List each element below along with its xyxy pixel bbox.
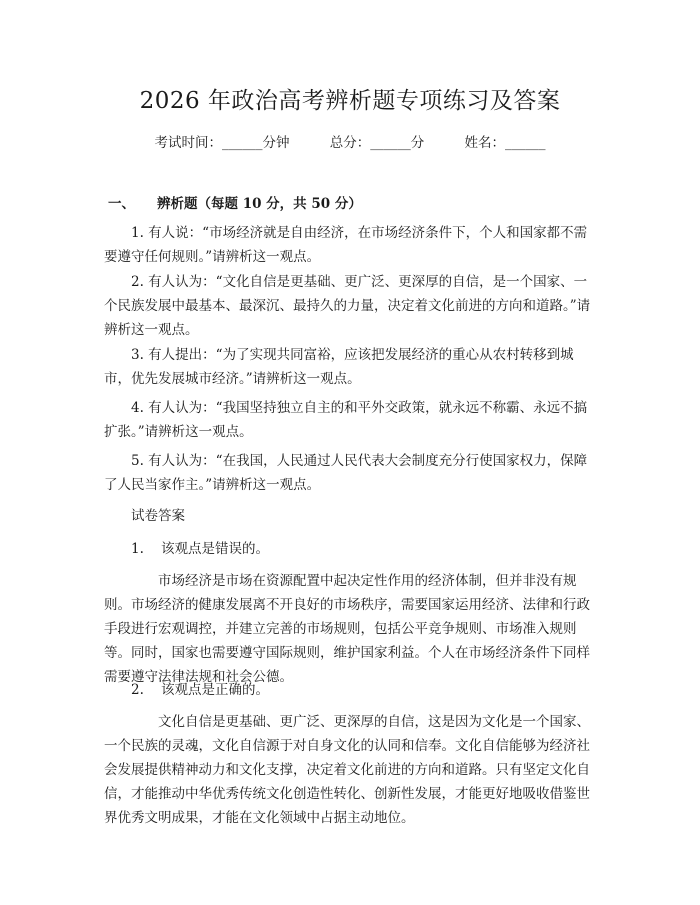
answer-1-block bbox=[104, 537, 600, 561]
answers-heading: 试卷答案 bbox=[131, 508, 185, 524]
answer-1-explanation-block bbox=[104, 569, 600, 689]
question-list bbox=[104, 221, 600, 269]
question-block-5 bbox=[104, 449, 600, 497]
answer-2-verdict-text: 该观点是正确的。 bbox=[161, 682, 269, 698]
question-4: 4. 有人认为：“我国坚持独立自主的和平外交政策，就永远不称霸、永远不搞扩张。”请辨析这一观点。 bbox=[104, 400, 588, 440]
total-score-field: 总分：______分 bbox=[329, 135, 425, 151]
answer-2-number: 2. bbox=[131, 682, 144, 698]
answer-2-block bbox=[104, 678, 600, 702]
question-3: 3. 有人提出：“为了实现共同富裕，应该把发展经济的重心从农村转移到城市，优先发展城市经济。”请辨析这一观点。 bbox=[104, 347, 574, 387]
answer-2-explanation-block bbox=[104, 710, 600, 830]
answer-2-explanation: 文化自信是更基础、更广泛、更深厚的自信，这是因为文化是一个国家、一个民族的灵魂，文化自信源于对自身文化的认同和信奉。文化自信能够为经济社会发展提供精神动力和文化支撑，决定着文化前进的方向和道路。只有坚定文化自信，才能推动中华优秀传统文化创造性转化、创新性发展，才能更好地吸收借鉴世界优秀文明成果，才能在文化领域中占据主动地位。 bbox=[104, 714, 590, 826]
section-heading bbox=[108, 192, 362, 212]
answer-1-number: 1. bbox=[131, 541, 144, 557]
answer-1-verdict-text: 该观点是错误的。 bbox=[161, 541, 269, 557]
question-block-4 bbox=[104, 396, 600, 444]
question-2: 2. 有人认为：“文化自信是更基础、更广泛、更深厚的自信，是一个国家、一个民族发展中最基本、最深沉、最持久的力量，决定着文化前进的方向和道路。”请辨析这一观点。 bbox=[104, 274, 591, 338]
answers-heading-block bbox=[104, 504, 600, 528]
exam-info bbox=[0, 131, 700, 151]
answer-1-explanation: 市场经济是市场在资源配置中起决定性作用的经济体制，但并非没有规则。市场经济的健康发展离不开良好的市场秩序，需要国家运用经济、法律和行政手段进行宏观调控，并建立完善的市场规则，包括公平竞争规则、市场准入规则等。同时，国家也需要遵守国际规则，维护国家利益。个人在市场经济条件下同样需要遵守法律法规和社会公德。 bbox=[104, 573, 590, 685]
section-number: 一、 bbox=[108, 196, 135, 212]
document-title: 2026 年政治高考辨析题专项练习及答案 bbox=[139, 88, 561, 114]
question-block-3 bbox=[104, 343, 600, 391]
question-block-2 bbox=[104, 270, 600, 342]
question-1: 1. 有人说：“市场经济就是自由经济，在市场经济条件下，个人和国家都不需要遵守任何规则。”请辨析这一观点。 bbox=[104, 225, 588, 265]
answer-2-verdict bbox=[104, 678, 600, 702]
answer-1-verdict bbox=[104, 537, 600, 561]
student-name-field: 姓名：______ bbox=[464, 135, 546, 151]
exam-time-field: 考试时间：______分钟 bbox=[154, 135, 290, 151]
question-5: 5. 有人认为：“在我国，人民通过人民代表大会制度充分行使国家权力，保障了人民当家作主。”请辨析这一观点。 bbox=[104, 453, 588, 493]
section-title: 辨析题（每题 10 分，共 50 分） bbox=[157, 196, 362, 212]
